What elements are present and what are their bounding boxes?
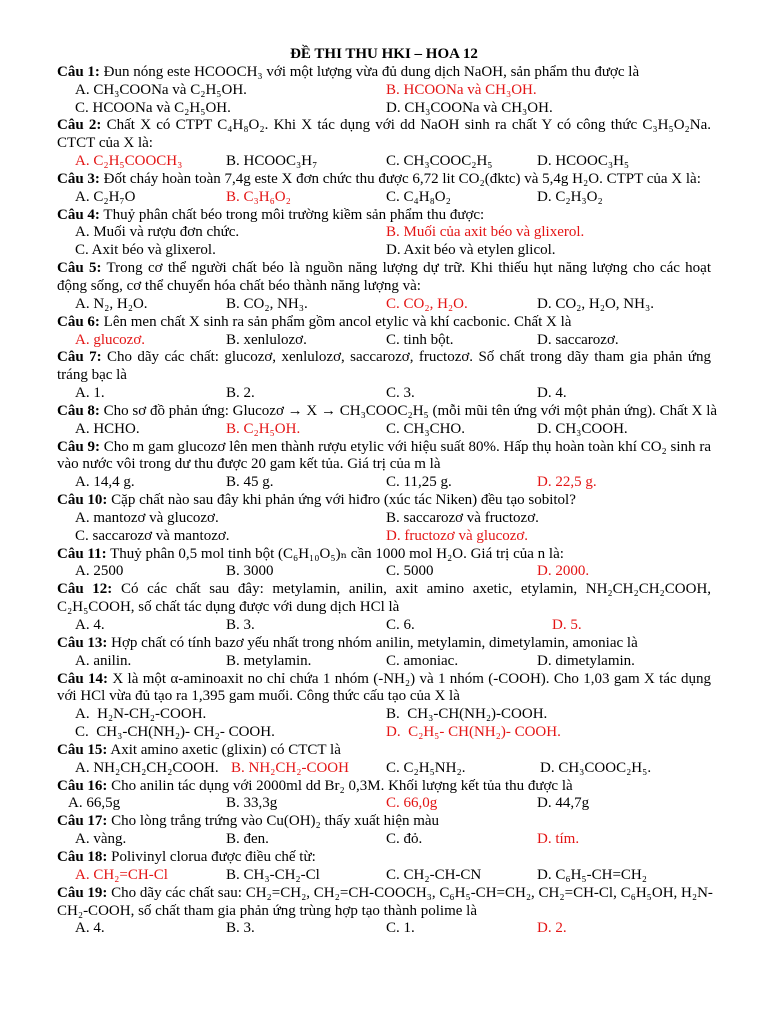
question-17-option-c: C. đỏ.: [386, 831, 423, 848]
question-11-option-a: A. 2500: [75, 563, 124, 580]
question-11-option-d: D. 2000.: [537, 563, 590, 580]
question-13-text: Hợp chất có tính bazơ yếu nhất trong nhóm anilin, metylamin, dimetylamin, amoniac là: [111, 634, 638, 651]
question-16-option-c: C. 66,0g: [386, 795, 438, 812]
question-1-option-b: B. HCOONa và CH₃OH.: [386, 81, 537, 98]
question-8-option-c: C. CH₃CHO.: [386, 420, 465, 437]
question-14-label: Câu 14:: [57, 670, 109, 687]
question-8-option-b: B. C₂H₅OH.: [226, 420, 301, 437]
question-16-option-b: B. 33,3g: [226, 795, 278, 812]
question-13-option-b: B. metylamin.: [226, 652, 312, 669]
question-2-text: Chất X có CTPT C₄H₈O₂. Khi X tác dụng với dd NaOH sinh ra chất Y có công thức C₃H₅O₂Na.: [106, 117, 712, 134]
question-8-option-d: D. CH₃COOH.: [537, 420, 628, 437]
question-13: [0, 635, 768, 671]
question-7-option-b: B. 2.: [226, 385, 255, 402]
question-18-label: Câu 18:: [57, 848, 108, 865]
question-6-text: Lên men chất X sinh ra sản phẩm gồm ancol etylic và khí cacbonic. Chất X là: [103, 313, 572, 330]
question-15-option-c: C. C₂H₅NH₂.: [386, 759, 466, 776]
question-18-stem: [0, 849, 768, 867]
question-19-text: Cho dãy các chất sau: CH₂=CH₂, CH₂=CH-COOCH₃, C₆H₅-CH=CH₂, CH₂=CH-Cl, C₆H₅OH, H₂N-: [111, 884, 713, 901]
question-4-option-a: A. Muối và rượu đơn chức.: [75, 224, 240, 241]
question-2: [0, 117, 768, 171]
question-15: [0, 742, 768, 778]
question-14-option-c: C. CH₃-CH(NH₂)- CH₂- COOH.: [75, 724, 275, 741]
question-7-option-c: C. 3.: [386, 385, 415, 402]
question-18-option-c: C. CH₂-CH-CN: [386, 866, 482, 883]
question-3-option-d: D. C₂H₃O₂: [537, 188, 603, 205]
question-19-option-d: D. 2.: [537, 920, 567, 937]
question-2-option-c: C. CH₃COOC₂H₅: [386, 153, 493, 170]
question-10-option-d: D. fructozơ và glucozơ.: [386, 527, 529, 544]
question-10-option-a: A. mantozơ và glucozơ.: [75, 509, 219, 526]
question-1-option-a: A. CH₃COONa và C₂H₅OH.: [75, 81, 247, 98]
question-19-option-a: A. 4.: [75, 920, 105, 937]
question-3: [0, 171, 768, 207]
question-12-options-row: [0, 617, 768, 635]
question-6-option-b: B. xenlulozơ.: [226, 331, 307, 348]
question-14-option-d: D. C₂H₅- CH(NH₂)- COOH.: [386, 724, 561, 741]
question-16-options-row: [0, 795, 768, 813]
question-10: [0, 492, 768, 546]
question-6-stem: [0, 314, 768, 332]
question-4-text: Thuỷ phân chất béo trong môi trường kiềm sản phẩm thu được:: [103, 206, 485, 223]
question-9-option-d: D. 22,5 g.: [537, 474, 597, 491]
question-6-label: Câu 6:: [57, 313, 100, 330]
question-5-text: Trong cơ thể người chất béo là nguồn năng lượng dự trữ. Khi thiếu hụt năng lượng cho các hoạt: [106, 260, 712, 277]
question-17: [0, 813, 768, 849]
question-1-options-row-2: [0, 100, 768, 118]
question-12-option-d: D. 5.: [552, 617, 582, 633]
question-8-text: Cho sơ đồ phản ứng: Glucozơ → X → CH₃COOC₂H₅ (mỗi mũi tên ứng với một phản ứng). Chất X là: [103, 402, 718, 419]
question-3-option-b: B. C₃H₆O₂: [226, 188, 291, 205]
question-10-stem: [0, 492, 768, 510]
question-5-label: Câu 5:: [57, 260, 102, 277]
question-16-text: Cho anilin tác dụng với 2000ml dd Br₂ 0,3M. Khối lượng kết tủa thu được là: [111, 777, 573, 794]
question-5-option-c: C. CO₂, H₂O.: [386, 295, 468, 312]
question-12-label: Câu 12:: [57, 581, 113, 598]
question-5-option-a: A. N₂, H₂O.: [75, 295, 148, 312]
question-7-text-continued: tráng bạc là: [57, 367, 127, 384]
question-18-option-d: D. C₆H₅-CH=CH₂: [537, 866, 647, 883]
question-18-options-row: [0, 867, 768, 885]
question-12-text: Có các chất sau đây: metylamin, anilin, axit amino axetic, etylamin, NH₂CH₂CH₂COOH,: [120, 581, 712, 598]
page-title: ĐỀ THI THU HKI – HOA 12: [290, 46, 478, 62]
question-2-option-a: A. C₂H₅COOCH₃: [75, 153, 183, 170]
question-13-option-a: A. anilin.: [75, 652, 132, 669]
question-17-option-b: B. đen.: [226, 831, 269, 848]
question-2-label: Câu 2:: [57, 117, 102, 134]
question-14-options-row-2: [0, 724, 768, 742]
question-7: [0, 349, 768, 403]
question-11-option-c: C. 5000: [386, 563, 434, 580]
question-10-options-row-2: [0, 528, 768, 546]
question-6: [0, 314, 768, 350]
question-12-option-b: B. 3.: [226, 617, 255, 633]
question-18-option-b: B. CH₃-CH₂-Cl: [226, 866, 320, 883]
question-2-stem: [57, 117, 711, 135]
question-11-label: Câu 11:: [57, 545, 107, 562]
question-7-option-a: A. 1.: [75, 385, 105, 402]
question-14-stem: [57, 671, 711, 689]
question-9-option-a: A. 14,4 g.: [75, 474, 135, 491]
question-14-option-a: A. H₂N-CH₂-COOH.: [75, 706, 207, 723]
question-8-option-a: A. HCHO.: [75, 420, 140, 437]
question-12-stem: [57, 581, 711, 599]
question-11-options-row: [0, 563, 768, 581]
question-10-option-c: C. saccarozơ và mantozơ.: [75, 527, 230, 544]
question-14-text: X là một α-aminoaxit no chỉ chứa 1 nhóm (-NH₂) và 1 nhóm (-COOH). Cho 1,03 gam X tác dụng: [112, 670, 711, 687]
question-7-label: Câu 7:: [57, 349, 102, 366]
question-1-option-d: D. CH₃COONa và CH₃OH.: [386, 99, 553, 116]
question-5-option-d: D. CO₂, H₂O, NH₃.: [537, 295, 654, 312]
question-13-option-d: D. dimetylamin.: [537, 652, 635, 669]
question-4-options-row-1: [0, 224, 768, 242]
question-13-option-c: C. amoniac.: [386, 652, 459, 669]
question-1-text: Đun nóng este HCOOCH₃ với một lượng vừa đủ dung dịch NaOH, sản phẩm thu được là: [103, 63, 640, 80]
question-14-text-continued: với HCl vừa đủ tạo ra 1,395 gam muối. Công thức cấu tạo của X là: [57, 688, 460, 705]
question-11-option-b: B. 3000: [226, 563, 274, 580]
question-4-stem: [0, 207, 768, 225]
question-12: [0, 581, 768, 635]
question-7-option-d: D. 4.: [537, 385, 567, 402]
question-15-option-b: B. NH₂CH₂-COOH: [231, 759, 349, 776]
question-4-label: Câu 4:: [57, 206, 100, 223]
question-9-text: Cho m gam glucozơ lên men thành rượu etylic với hiệu suất 80%. Hấp thụ hoàn toàn khí CO₂ sinh ra: [103, 438, 711, 455]
question-13-stem: [0, 635, 768, 653]
question-5-text-continued: động sống, cơ thể chuyển hóa chất béo thành năng lượng và:: [57, 277, 421, 294]
question-2-option-d: D. HCOOC₃H₅: [537, 153, 630, 170]
question-18-text: Polivinyl clorua được điều chế từ:: [111, 848, 316, 865]
question-7-options-row: [0, 385, 768, 403]
question-1-stem: [0, 64, 768, 82]
question-9-options-row: [0, 474, 768, 492]
question-11-stem: [0, 546, 768, 564]
question-12-option-c: C. 6.: [386, 617, 415, 633]
question-1: [0, 64, 768, 118]
question-15-option-d: D. CH₃COOC₂H₅.: [540, 759, 652, 776]
question-18: [0, 849, 768, 885]
question-5-option-b: B. CO₂, NH₃.: [226, 295, 308, 312]
question-4-options-row-2: [0, 242, 768, 260]
question-19: [0, 885, 768, 939]
question-15-text: Axit amino axetic (glixin) có CTCT là: [110, 741, 341, 758]
question-3-option-c: C. C₄H₈O₂: [386, 188, 451, 205]
question-2-options-row: [0, 153, 768, 171]
question-9-option-c: C. 11,25 g.: [386, 474, 452, 491]
question-1-option-c: C. HCOONa và C₂H₅OH.: [75, 99, 231, 116]
question-10-text: Cặp chất nào sau đây khi phản ứng với hiđro (xúc tác Niken) đều tạo sobitol?: [111, 492, 576, 509]
question-9-label: Câu 9:: [57, 438, 100, 455]
question-17-option-a: A. vàng.: [75, 831, 127, 848]
question-16-label: Câu 16:: [57, 777, 108, 794]
question-19-options-row: [0, 920, 768, 938]
question-9-text-continued: vào nước vôi trong dư thu được 20 gam kết tủa. Giá trị của m là: [57, 456, 441, 473]
question-5: [0, 260, 768, 314]
question-8-label: Câu 8:: [57, 402, 100, 419]
question-17-option-d: D. tím.: [537, 831, 580, 848]
question-4-option-d: D. Axit béo và etylen glicol.: [386, 242, 556, 259]
question-3-label: Câu 3:: [57, 170, 100, 187]
question-13-options-row: [0, 653, 768, 671]
question-3-text: Đốt cháy hoàn toàn 7,4g este X đơn chức thu được 6,72 lit CO₂(đktc) và 5,4g H₂O. CTPT của X là:: [103, 170, 701, 187]
question-19-stem: [57, 885, 711, 903]
question-19-text-continued: CH₂-COOH, số chất tham gia phản ứng trùng hợp tạo thành polime là: [57, 902, 477, 919]
question-6-option-d: D. saccarozơ.: [537, 331, 619, 348]
question-4-option-c: C. Axit béo và glixerol.: [75, 242, 216, 259]
question-9: [0, 439, 768, 493]
question-2-text-continued: CTCT của X là:: [57, 135, 153, 152]
question-9-option-b: B. 45 g.: [226, 474, 274, 491]
question-4: [0, 207, 768, 261]
question-16: [0, 778, 768, 814]
question-5-stem: [57, 260, 711, 278]
question-13-label: Câu 13:: [57, 634, 108, 651]
question-12-text-continued: C₂H₅COOH, số chất tác dụng được với dung dịch HCl là: [57, 599, 400, 616]
question-3-option-a: A. C₂H₇O: [75, 188, 136, 205]
question-17-label: Câu 17:: [57, 813, 108, 830]
question-7-text: Cho dãy các chất: glucozơ, xenlulozơ, saccarozơ, fructozơ. Số chất trong dãy tham gia phản ứng: [106, 349, 712, 366]
question-1-options-row-1: [0, 82, 768, 100]
question-10-option-b: B. saccarozơ và fructozơ.: [386, 509, 539, 526]
question-17-stem: [0, 813, 768, 831]
question-5-options-row: [0, 296, 768, 314]
question-16-option-d: D. 44,7g: [537, 795, 590, 812]
question-15-label: Câu 15:: [57, 741, 108, 758]
question-3-options-row: [0, 189, 768, 207]
question-8: [0, 403, 768, 439]
question-19-label: Câu 19:: [57, 884, 108, 901]
question-14-option-b: B. CH₃-CH(NH₂)-COOH.: [386, 706, 548, 723]
question-10-label: Câu 10:: [57, 492, 108, 509]
question-15-stem: [0, 742, 768, 760]
question-6-option-a: A. glucozơ.: [75, 331, 145, 348]
question-6-options-row: [0, 332, 768, 350]
question-18-option-a: A. CH₂=CH-Cl: [75, 866, 168, 883]
question-9-stem: [57, 439, 711, 457]
question-14: [0, 671, 768, 742]
question-6-option-c: C. tinh bột.: [386, 331, 454, 348]
question-1-label: Câu 1:: [57, 63, 100, 80]
question-10-options-row-1: [0, 510, 768, 528]
question-19-option-c: C. 1.: [386, 920, 415, 937]
question-14-options-row-1: [0, 706, 768, 724]
question-17-options-row: [0, 831, 768, 849]
question-2-option-b: B. HCOOC₃H₇: [226, 153, 318, 170]
question-8-options-row: [0, 421, 768, 439]
question-11: [0, 546, 768, 582]
question-19-option-b: B. 3.: [226, 920, 255, 937]
question-17-text: Cho lòng trắng trứng vào Cu(OH)₂ thấy xuất hiện màu: [111, 813, 440, 830]
question-4-option-b: B. Muối của axit béo và glixerol.: [386, 224, 585, 241]
question-15-option-a: A. NH₂CH₂CH₂COOH.: [75, 759, 219, 776]
question-12-option-a: A. 4.: [75, 617, 105, 633]
question-16-stem: [0, 778, 768, 796]
question-8-stem: [0, 403, 768, 421]
question-11-text: Thuỷ phân 0,5 mol tinh bột (C₆H₁₀O₅)ₙ cần 1000 mol H₂O. Giá trị của n là:: [110, 545, 564, 562]
question-3-stem: [0, 171, 768, 189]
question-16-option-a: A. 66,5g: [68, 795, 121, 812]
question-7-stem: [57, 349, 711, 367]
question-15-options-row: [0, 760, 768, 778]
